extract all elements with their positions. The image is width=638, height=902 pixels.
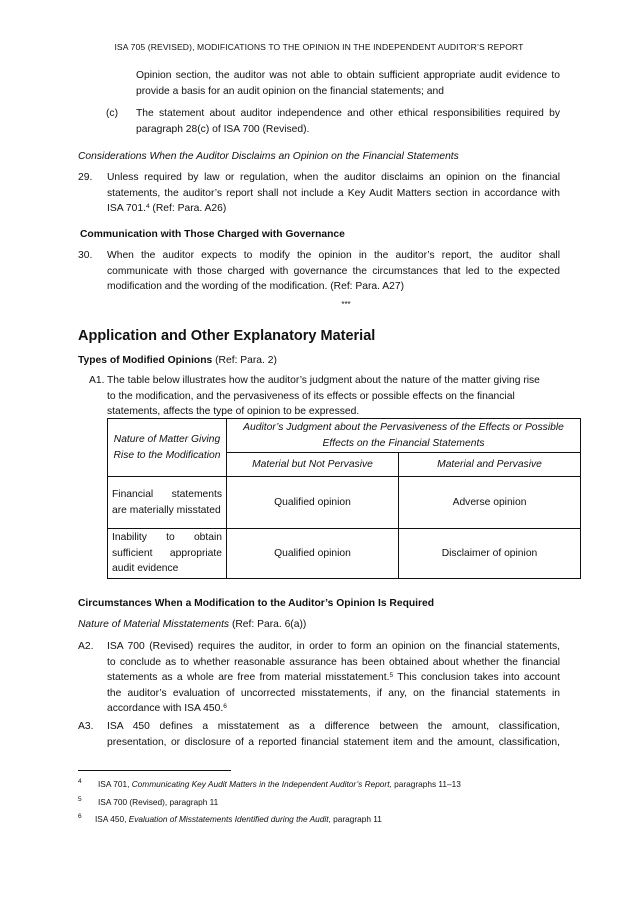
paragraph-30 bbox=[107, 248, 560, 295]
heading-communication: Communication with Those Charged with Governance bbox=[80, 229, 345, 240]
footnote-ref[interactable]: 4 bbox=[145, 203, 150, 210]
matter-cell: Inability to obtain sufficient appropriate audit evidence bbox=[108, 529, 227, 579]
paragraph-line: ISA 450 defines a misstatement as a difference between the amount, classification, bbox=[107, 721, 560, 732]
subheading-disclaims: Considerations When the Auditor Disclaims an Opinion on the Financial Statements bbox=[78, 151, 459, 162]
paragraph-line: statements, affects the type of opinion to be expressed. bbox=[107, 406, 360, 417]
paragraph-a3 bbox=[107, 719, 560, 750]
text-run: , paragraph 11 bbox=[328, 814, 382, 824]
section-separator bbox=[0, 300, 638, 309]
paragraph-line bbox=[107, 201, 560, 217]
footnote-number: 4 bbox=[78, 778, 82, 785]
paragraph-line bbox=[107, 701, 560, 717]
modified-opinions-table bbox=[107, 418, 581, 579]
paragraph-line: Unless required by law or regulation, when the auditor disclaims an opinion on the financial bbox=[107, 172, 560, 183]
paragraph-29 bbox=[107, 170, 560, 217]
item-line: The statement about auditor independence and other ethical responsibilities required by bbox=[136, 108, 560, 119]
paragraph-number: A1. bbox=[89, 375, 105, 386]
text-run: (Ref: Para. 6(a)) bbox=[229, 619, 307, 630]
footnote-number: 5 bbox=[78, 796, 82, 803]
pervasive-cell: Disclaimer of opinion bbox=[399, 529, 581, 579]
continuation-paragraph bbox=[136, 68, 560, 99]
footnote-text bbox=[98, 778, 461, 790]
paragraph-line: to the modification, and the pervasiveness of its effects or possible effects on the financial bbox=[107, 390, 515, 402]
heading-application: Application and Other Explanatory Material bbox=[78, 328, 376, 344]
paragraph-line: the auditor’s evaluation of uncorrected misstatements, if any, on the financial statements in bbox=[107, 687, 560, 699]
paragraph-number: A2. bbox=[78, 641, 94, 652]
paragraph-number: 30. bbox=[78, 250, 93, 261]
not-pervasive-cell: Qualified opinion bbox=[227, 529, 399, 579]
pervasive-cell: Adverse opinion bbox=[399, 477, 581, 529]
col-header-pervasive: Material and Pervasive bbox=[399, 453, 581, 477]
paragraph-line: communicate with those charged with governance the circumstances that led to the expected bbox=[107, 265, 560, 277]
footnote-text bbox=[95, 813, 382, 825]
text-run: (Ref: Para. A26) bbox=[149, 203, 227, 214]
running-header: ISA 705 (REVISED), MODIFICATIONS TO THE OPINION IN THE INDEPENDENT AUDITOR’S REPORT bbox=[114, 42, 524, 52]
not-pervasive-cell: Qualified opinion bbox=[227, 477, 399, 529]
group-header-judgment: Auditor’s Judgment about the Pervasiveness of the Effects or Possible Effects on the Financial Statements bbox=[227, 419, 581, 453]
col-header-nature: Nature of Matter Giving Rise to the Modification bbox=[108, 419, 227, 477]
paragraph-line: When the auditor expects to modify the opinion in the auditor’s report, the auditor shall bbox=[107, 250, 560, 261]
paragraph-line: statements, the auditor’s report shall not include a Key Audit Matters section in accordance with bbox=[107, 187, 560, 199]
footnote-text: ISA 700 (Revised), paragraph 11 bbox=[98, 797, 219, 807]
text-run: Communicating Key Audit Matters in the Independent Auditor’s Report, bbox=[131, 779, 392, 789]
footnote-ref[interactable]: 5 bbox=[389, 672, 394, 679]
text-run: Nature of Material Misstatements bbox=[78, 619, 230, 630]
footnote-ref[interactable]: 6 bbox=[223, 703, 227, 710]
subheading-nature bbox=[78, 617, 558, 633]
text-run: statements as a whole are free from material misstatement. bbox=[107, 672, 390, 683]
item-c-paragraph bbox=[136, 106, 560, 137]
text-run: Evaluation of Misstatements Identified during the Audit bbox=[128, 814, 329, 824]
table-row bbox=[108, 529, 581, 579]
text-run: ISA 701, bbox=[98, 779, 132, 789]
separator-stars: *** bbox=[341, 300, 351, 309]
paragraph-line bbox=[107, 670, 560, 686]
text-run: ISA 701. bbox=[107, 203, 146, 214]
table-row bbox=[108, 477, 581, 529]
continuation-line: provide a basis for an audit opinion on the financial statements; and bbox=[136, 85, 444, 97]
continuation-line: Opinion section, the auditor was not able to obtain sufficient appropriate audit evidence to bbox=[136, 70, 560, 81]
col-header-not-pervasive: Material but Not Pervasive bbox=[227, 453, 399, 477]
text-run: (Ref: Para. 2) bbox=[212, 355, 277, 366]
item-line: paragraph 28(c) of ISA 700 (Revised). bbox=[136, 123, 310, 135]
heading-circumstances: Circumstances When a Modification to the Auditor’s Opinion Is Required bbox=[78, 598, 435, 609]
paragraph-number: 29. bbox=[78, 172, 93, 183]
paragraph-line: presentation, or disclosure of a reported financial statement item and the amount, classification, bbox=[107, 736, 560, 748]
paragraph-line: The table below illustrates how the auditor’s judgment about the nature of the matter giving rise bbox=[107, 375, 540, 386]
matter-cell: Financial statements are materially misstated bbox=[108, 477, 227, 529]
paragraph-a2 bbox=[107, 639, 560, 717]
subheading-types bbox=[78, 353, 558, 369]
text-run: ISA 450, bbox=[95, 814, 129, 824]
footnote-number: 6 bbox=[78, 813, 82, 820]
item-label: (c) bbox=[106, 108, 119, 119]
text-run: accordance with ISA 450. bbox=[107, 703, 224, 714]
footnote-divider bbox=[78, 770, 231, 771]
text-run: Types of Modified Opinions bbox=[78, 355, 213, 366]
paragraph-a1 bbox=[107, 373, 560, 420]
text-run: This conclusion takes into account bbox=[393, 672, 560, 683]
paragraph-line: ISA 700 (Revised) requires the auditor, in order to form an opinion on the financial statements, bbox=[107, 641, 560, 652]
text-run: paragraphs 11–13 bbox=[391, 779, 461, 789]
paragraph-line: modification and the wording of the modification. (Ref: Para. A27) bbox=[107, 281, 405, 292]
paragraph-line: to conclude as to whether reasonable assurance has been obtained about whether the financial bbox=[107, 656, 560, 668]
paragraph-number: A3. bbox=[78, 721, 94, 732]
